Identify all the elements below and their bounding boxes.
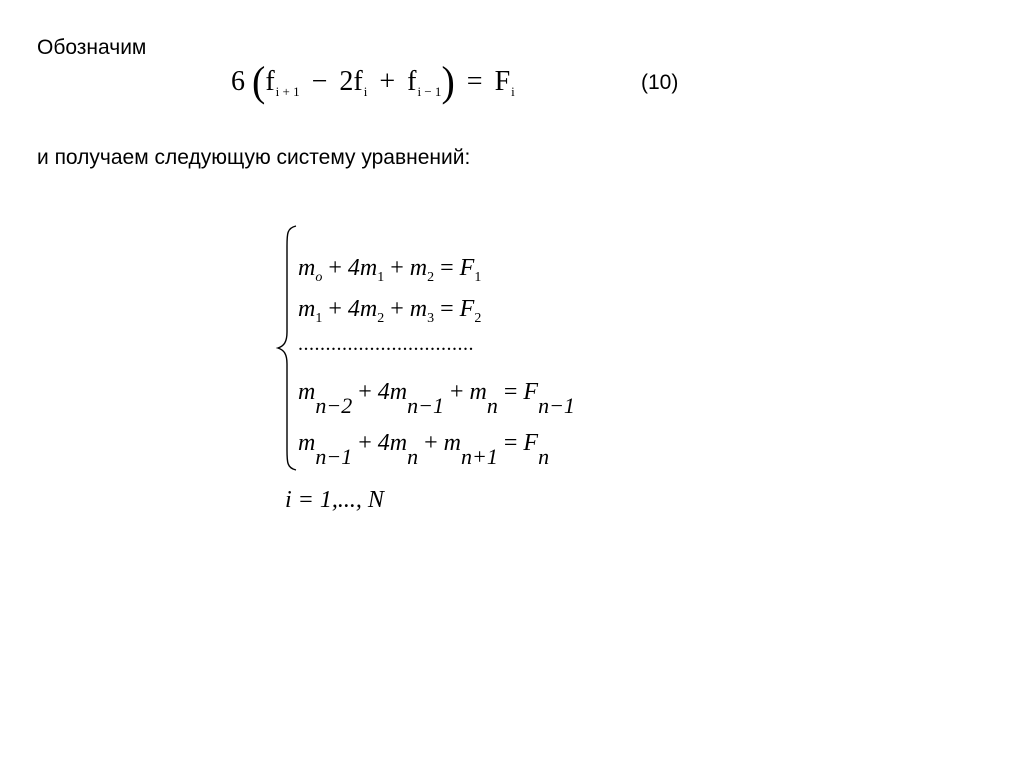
system-intro-text: и получаем следующую систему уравнений: (37, 146, 471, 169)
system-ellipsis-row: ................................ (298, 333, 474, 355)
intro-text: Обозначим (37, 36, 147, 59)
formula-term-1: $f_{i + 1}$ (265, 66, 300, 99)
formula-equals: = (466, 66, 483, 97)
formula-op-minus: − (311, 66, 328, 97)
equation-number: (10) (641, 71, 679, 94)
system-equation-3: $m_{n-2}+ 4m_{n-1}+ m_n= F_{n-1}$ (298, 379, 575, 418)
system-brace (276, 224, 298, 472)
system-equation-4: $m_{n-1}+ 4m_n+ m_{n+1}= F_n$ (298, 430, 550, 469)
left-paren: ( (252, 57, 266, 106)
formula-term-2: $2f_i$ (339, 66, 368, 99)
right-paren: ) (441, 57, 455, 106)
index-range: i = 1,..., N (285, 487, 384, 513)
formula-coefficient: 6 (231, 66, 245, 97)
formula-10 (231, 57, 515, 106)
formula-rhs: $F_i$ (494, 66, 515, 99)
formula-term-3: $f_{i - 1}$ (407, 66, 442, 99)
system-equation-1: $m_o + 4m_1 + m_2 = F_1$ (298, 255, 482, 285)
system-equation-2: $m_1 + 4m_2 + m_3 = F_2$ (298, 296, 482, 326)
formula-op-plus: + (379, 66, 396, 97)
